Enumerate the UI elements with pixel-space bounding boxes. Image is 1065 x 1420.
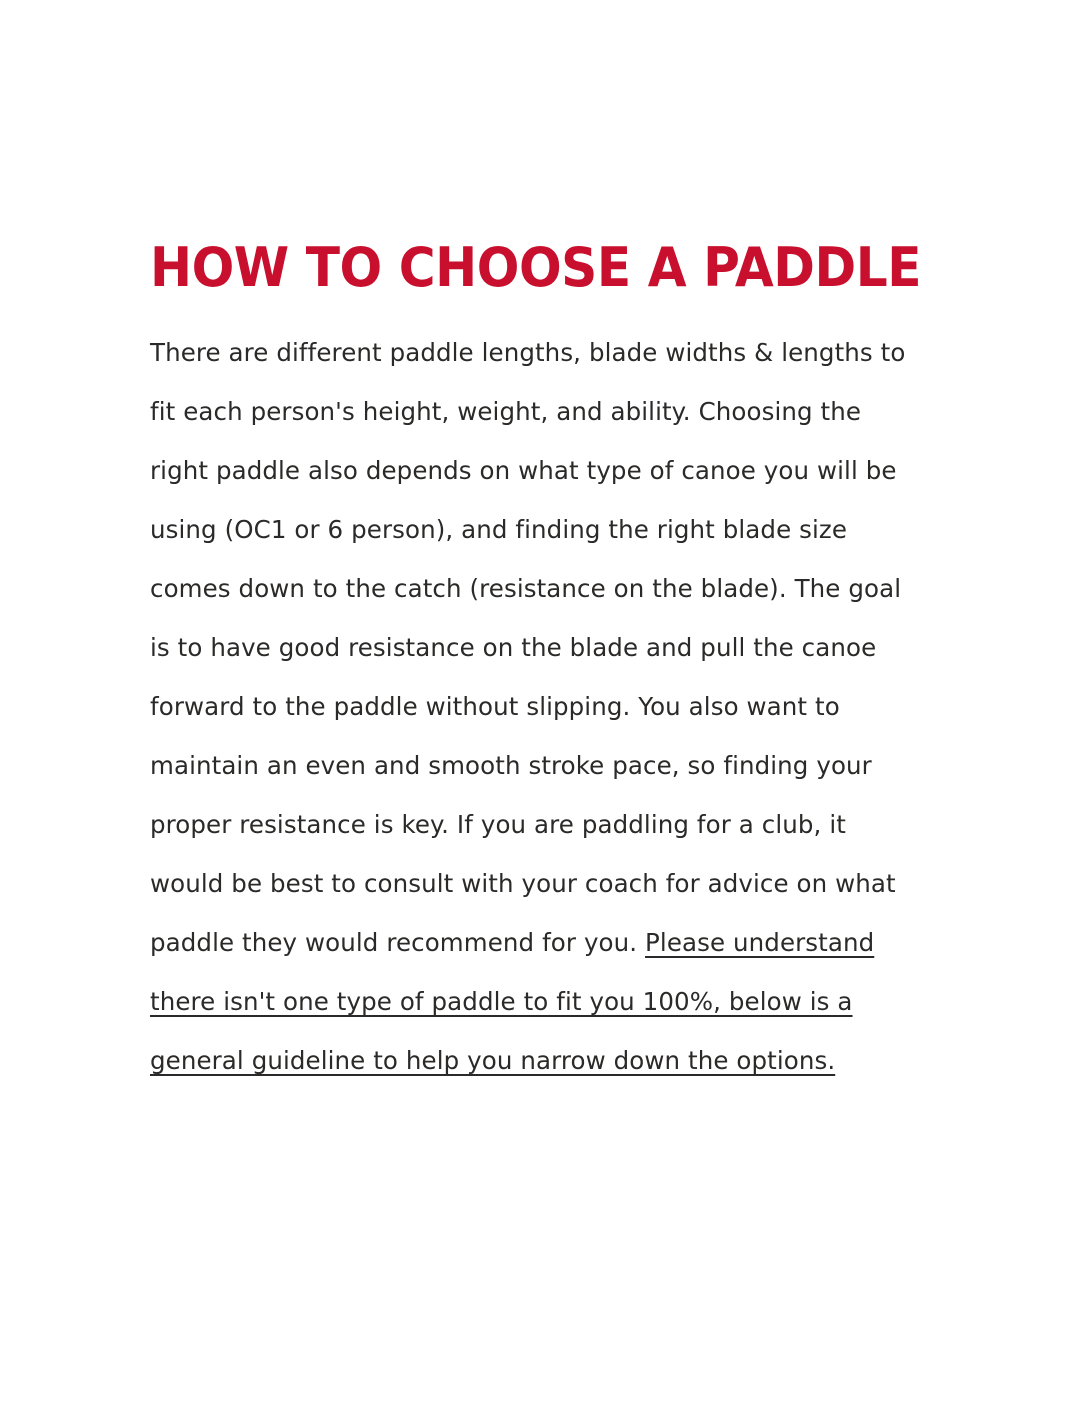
paragraph-underlined-text: Please understand there isn't one type of paddle to fit you 100%, below is a general guideline to help you narrow down the options. — [150, 927, 875, 1075]
page-title: HOW TO CHOOSE A PADDLE — [150, 236, 922, 299]
paragraph-plain-text: There are different paddle lengths, blade widths & lengths to fit each person's height, weight, and ability. Choosing the right paddle also depends on what type of canoe you will be using (OC1 or 6 person), and finding the right blade size comes down to the catch (resistance on the blade). The goal is to have good resistance on the blade and pull the canoe forward to the paddle without slipping. You also want to maintain an even and smooth stroke pace, so finding your proper resistance is key. If you are paddling for a club, it would be best to consult with your coach for advice on what paddle they would recommend for you. — [150, 337, 906, 957]
body-paragraph — [150, 323, 910, 1090]
article-content — [150, 236, 922, 1090]
